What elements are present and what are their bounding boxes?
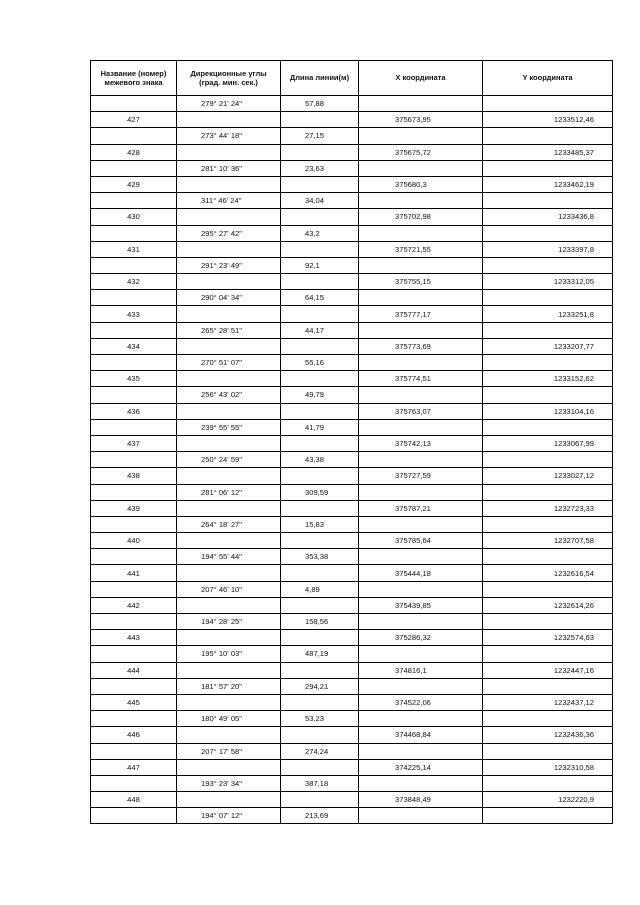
point-y: 1232574,63 bbox=[483, 630, 613, 646]
point-name: 432 bbox=[91, 274, 177, 290]
empty-cell bbox=[281, 792, 359, 808]
empty-cell bbox=[359, 775, 483, 791]
point-name: 429 bbox=[91, 176, 177, 192]
empty-cell bbox=[483, 160, 613, 176]
header-length: Длина линии(м) bbox=[281, 61, 359, 96]
point-name: 427 bbox=[91, 112, 177, 128]
point-name: 435 bbox=[91, 371, 177, 387]
empty-cell bbox=[281, 274, 359, 290]
point-x: 375721,55 bbox=[359, 241, 483, 257]
point-y: 1233397,8 bbox=[483, 241, 613, 257]
empty-cell bbox=[483, 614, 613, 630]
point-row bbox=[91, 792, 613, 808]
point-row bbox=[91, 759, 613, 775]
empty-cell bbox=[359, 516, 483, 532]
empty-cell bbox=[177, 533, 281, 549]
segment-length: 387,18 bbox=[281, 775, 359, 791]
empty-cell bbox=[177, 468, 281, 484]
point-x: 375286,32 bbox=[359, 630, 483, 646]
boundary-coordinates-table bbox=[90, 60, 613, 824]
segment-angle: 250° 24' 59" bbox=[177, 452, 281, 468]
empty-cell bbox=[281, 727, 359, 743]
segment-angle: 194° 07' 12" bbox=[177, 808, 281, 824]
empty-cell bbox=[483, 225, 613, 241]
empty-cell bbox=[483, 128, 613, 144]
header-name: Название (номер) межевого знака bbox=[91, 61, 177, 96]
point-name: 448 bbox=[91, 792, 177, 808]
empty-cell bbox=[359, 549, 483, 565]
segment-angle: 194° 55' 44" bbox=[177, 549, 281, 565]
empty-cell bbox=[177, 112, 281, 128]
empty-cell bbox=[483, 290, 613, 306]
point-row bbox=[91, 209, 613, 225]
segment-angle: 264° 18' 27" bbox=[177, 516, 281, 532]
segment-length: 274,24 bbox=[281, 743, 359, 759]
segment-row bbox=[91, 128, 613, 144]
point-name: 430 bbox=[91, 209, 177, 225]
empty-cell bbox=[359, 484, 483, 500]
segment-angle: 270° 51' 07" bbox=[177, 355, 281, 371]
point-name: 441 bbox=[91, 565, 177, 581]
empty-cell bbox=[281, 759, 359, 775]
empty-cell bbox=[281, 176, 359, 192]
segment-angle: 180° 49' 05" bbox=[177, 711, 281, 727]
empty-cell bbox=[91, 775, 177, 791]
empty-cell bbox=[281, 630, 359, 646]
point-row bbox=[91, 403, 613, 419]
point-row bbox=[91, 597, 613, 613]
empty-cell bbox=[483, 452, 613, 468]
segment-angle: 281° 06' 12" bbox=[177, 484, 281, 500]
point-row bbox=[91, 694, 613, 710]
point-y: 1233027,12 bbox=[483, 468, 613, 484]
empty-cell bbox=[359, 322, 483, 338]
empty-cell bbox=[359, 452, 483, 468]
segment-row bbox=[91, 290, 613, 306]
point-x: 375673,95 bbox=[359, 112, 483, 128]
point-name: 447 bbox=[91, 759, 177, 775]
segment-angle: 193° 23' 34" bbox=[177, 775, 281, 791]
header-angle: Дирекционные углы (град. мин. сек.) bbox=[177, 61, 281, 96]
empty-cell bbox=[483, 193, 613, 209]
empty-cell bbox=[359, 257, 483, 273]
empty-cell bbox=[177, 274, 281, 290]
point-name: 431 bbox=[91, 241, 177, 257]
empty-cell bbox=[359, 355, 483, 371]
segment-length: 213,69 bbox=[281, 808, 359, 824]
point-y: 1232723,33 bbox=[483, 500, 613, 516]
point-row bbox=[91, 274, 613, 290]
empty-cell bbox=[91, 678, 177, 694]
point-y: 1232437,12 bbox=[483, 694, 613, 710]
point-x: 374816,1 bbox=[359, 662, 483, 678]
empty-cell bbox=[281, 371, 359, 387]
point-name: 438 bbox=[91, 468, 177, 484]
segment-row bbox=[91, 743, 613, 759]
segment-angle: 265° 28' 51" bbox=[177, 322, 281, 338]
segment-row bbox=[91, 387, 613, 403]
empty-cell bbox=[91, 160, 177, 176]
empty-cell bbox=[483, 355, 613, 371]
empty-cell bbox=[281, 435, 359, 451]
empty-cell bbox=[91, 484, 177, 500]
point-y: 1233312,05 bbox=[483, 274, 613, 290]
segment-length: 55,16 bbox=[281, 355, 359, 371]
empty-cell bbox=[359, 419, 483, 435]
empty-cell bbox=[91, 646, 177, 662]
empty-cell bbox=[177, 662, 281, 678]
segment-angle: 311° 46' 24" bbox=[177, 193, 281, 209]
segment-length: 44,17 bbox=[281, 322, 359, 338]
point-x: 375773,69 bbox=[359, 338, 483, 354]
segment-angle: 181° 57' 20" bbox=[177, 678, 281, 694]
empty-cell bbox=[483, 646, 613, 662]
segment-row bbox=[91, 581, 613, 597]
empty-cell bbox=[483, 322, 613, 338]
point-x: 375675,72 bbox=[359, 144, 483, 160]
empty-cell bbox=[177, 371, 281, 387]
segment-length: 158,56 bbox=[281, 614, 359, 630]
header-x: X координата bbox=[359, 61, 483, 96]
segment-row bbox=[91, 775, 613, 791]
segment-row bbox=[91, 355, 613, 371]
segment-length: 57,88 bbox=[281, 96, 359, 112]
empty-cell bbox=[359, 808, 483, 824]
empty-cell bbox=[177, 694, 281, 710]
empty-cell bbox=[359, 646, 483, 662]
segment-row bbox=[91, 516, 613, 532]
coordinates-document bbox=[90, 60, 612, 824]
point-row bbox=[91, 112, 613, 128]
segment-length: 43,2 bbox=[281, 225, 359, 241]
empty-cell bbox=[483, 419, 613, 435]
empty-cell bbox=[177, 435, 281, 451]
empty-cell bbox=[483, 743, 613, 759]
empty-cell bbox=[281, 565, 359, 581]
empty-cell bbox=[483, 678, 613, 694]
empty-cell bbox=[281, 468, 359, 484]
point-x: 375702,98 bbox=[359, 209, 483, 225]
empty-cell bbox=[359, 225, 483, 241]
point-row bbox=[91, 306, 613, 322]
point-y: 1232436,36 bbox=[483, 727, 613, 743]
segment-angle: 256° 43' 02" bbox=[177, 387, 281, 403]
segment-length: 4,89 bbox=[281, 581, 359, 597]
empty-cell bbox=[359, 96, 483, 112]
empty-cell bbox=[359, 614, 483, 630]
point-row bbox=[91, 371, 613, 387]
point-x: 374522,06 bbox=[359, 694, 483, 710]
empty-cell bbox=[177, 403, 281, 419]
empty-cell bbox=[281, 338, 359, 354]
empty-cell bbox=[483, 775, 613, 791]
point-y: 1233067,99 bbox=[483, 435, 613, 451]
point-name: 443 bbox=[91, 630, 177, 646]
point-x: 375777,17 bbox=[359, 306, 483, 322]
empty-cell bbox=[177, 144, 281, 160]
segment-length: 92,1 bbox=[281, 257, 359, 273]
empty-cell bbox=[483, 549, 613, 565]
empty-cell bbox=[281, 694, 359, 710]
empty-cell bbox=[359, 290, 483, 306]
point-name: 437 bbox=[91, 435, 177, 451]
empty-cell bbox=[91, 743, 177, 759]
segment-length: 43,38 bbox=[281, 452, 359, 468]
empty-cell bbox=[483, 808, 613, 824]
segment-length: 23,63 bbox=[281, 160, 359, 176]
empty-cell bbox=[177, 241, 281, 257]
empty-cell bbox=[177, 176, 281, 192]
empty-cell bbox=[281, 533, 359, 549]
point-x: 375785,64 bbox=[359, 533, 483, 549]
segment-angle: 194° 28' 25" bbox=[177, 614, 281, 630]
empty-cell bbox=[359, 678, 483, 694]
segment-row bbox=[91, 160, 613, 176]
empty-cell bbox=[177, 338, 281, 354]
point-name: 444 bbox=[91, 662, 177, 678]
point-row bbox=[91, 630, 613, 646]
point-y: 1233104,16 bbox=[483, 403, 613, 419]
point-x: 374468,84 bbox=[359, 727, 483, 743]
point-x: 375755,15 bbox=[359, 274, 483, 290]
point-y: 1232447,16 bbox=[483, 662, 613, 678]
empty-cell bbox=[281, 597, 359, 613]
segment-length: 41,79 bbox=[281, 419, 359, 435]
point-name: 446 bbox=[91, 727, 177, 743]
empty-cell bbox=[91, 128, 177, 144]
empty-cell bbox=[91, 614, 177, 630]
empty-cell bbox=[91, 355, 177, 371]
empty-cell bbox=[359, 711, 483, 727]
empty-cell bbox=[91, 193, 177, 209]
point-x: 375727,59 bbox=[359, 468, 483, 484]
point-row bbox=[91, 435, 613, 451]
point-x: 375787,21 bbox=[359, 500, 483, 516]
point-y: 1233436,8 bbox=[483, 209, 613, 225]
segment-angle: 290° 04' 34" bbox=[177, 290, 281, 306]
point-y: 1232310,58 bbox=[483, 759, 613, 775]
point-name: 436 bbox=[91, 403, 177, 419]
empty-cell bbox=[91, 808, 177, 824]
empty-cell bbox=[359, 743, 483, 759]
segment-row bbox=[91, 614, 613, 630]
point-y: 1232707,58 bbox=[483, 533, 613, 549]
empty-cell bbox=[91, 549, 177, 565]
segment-length: 34,04 bbox=[281, 193, 359, 209]
table-body bbox=[91, 96, 613, 824]
empty-cell bbox=[483, 96, 613, 112]
segment-row bbox=[91, 225, 613, 241]
empty-cell bbox=[91, 581, 177, 597]
empty-cell bbox=[91, 711, 177, 727]
empty-cell bbox=[281, 144, 359, 160]
point-y: 1233512,46 bbox=[483, 112, 613, 128]
point-row bbox=[91, 144, 613, 160]
point-row bbox=[91, 338, 613, 354]
empty-cell bbox=[177, 565, 281, 581]
point-row bbox=[91, 533, 613, 549]
empty-cell bbox=[177, 500, 281, 516]
empty-cell bbox=[177, 209, 281, 225]
segment-length: 27,15 bbox=[281, 128, 359, 144]
point-row bbox=[91, 727, 613, 743]
point-y: 1233251,8 bbox=[483, 306, 613, 322]
empty-cell bbox=[281, 209, 359, 225]
header-y: Y координата bbox=[483, 61, 613, 96]
point-y: 1232616,54 bbox=[483, 565, 613, 581]
empty-cell bbox=[177, 792, 281, 808]
empty-cell bbox=[91, 257, 177, 273]
segment-row bbox=[91, 678, 613, 694]
empty-cell bbox=[177, 727, 281, 743]
point-name: 442 bbox=[91, 597, 177, 613]
point-name: 434 bbox=[91, 338, 177, 354]
point-name: 428 bbox=[91, 144, 177, 160]
point-row bbox=[91, 565, 613, 581]
segment-row bbox=[91, 257, 613, 273]
segment-angle: 295° 27' 42" bbox=[177, 225, 281, 241]
segment-row bbox=[91, 452, 613, 468]
point-x: 373848,49 bbox=[359, 792, 483, 808]
segment-angle: 207° 17' 58" bbox=[177, 743, 281, 759]
point-x: 375774,51 bbox=[359, 371, 483, 387]
segment-angle: 195° 10' 03" bbox=[177, 646, 281, 662]
empty-cell bbox=[91, 419, 177, 435]
empty-cell bbox=[177, 759, 281, 775]
point-x: 375742,13 bbox=[359, 435, 483, 451]
segment-row bbox=[91, 549, 613, 565]
segment-row bbox=[91, 193, 613, 209]
point-row bbox=[91, 468, 613, 484]
point-y: 1233152,62 bbox=[483, 371, 613, 387]
empty-cell bbox=[483, 484, 613, 500]
point-x: 375439,85 bbox=[359, 597, 483, 613]
segment-angle: 207° 46' 10" bbox=[177, 581, 281, 597]
segment-length: 353,38 bbox=[281, 549, 359, 565]
empty-cell bbox=[483, 257, 613, 273]
point-x: 375680,3 bbox=[359, 176, 483, 192]
segment-row bbox=[91, 646, 613, 662]
point-x: 375763,07 bbox=[359, 403, 483, 419]
segment-angle: 279° 21' 24" bbox=[177, 96, 281, 112]
segment-length: 15,83 bbox=[281, 516, 359, 532]
empty-cell bbox=[483, 387, 613, 403]
empty-cell bbox=[281, 306, 359, 322]
empty-cell bbox=[281, 500, 359, 516]
point-name: 433 bbox=[91, 306, 177, 322]
empty-cell bbox=[91, 290, 177, 306]
empty-cell bbox=[91, 452, 177, 468]
empty-cell bbox=[91, 387, 177, 403]
empty-cell bbox=[281, 241, 359, 257]
segment-angle: 281° 10' 36" bbox=[177, 160, 281, 176]
point-name: 445 bbox=[91, 694, 177, 710]
empty-cell bbox=[177, 597, 281, 613]
empty-cell bbox=[281, 403, 359, 419]
empty-cell bbox=[281, 112, 359, 128]
point-y: 1233207,77 bbox=[483, 338, 613, 354]
point-row bbox=[91, 241, 613, 257]
empty-cell bbox=[91, 96, 177, 112]
empty-cell bbox=[91, 225, 177, 241]
empty-cell bbox=[359, 581, 483, 597]
segment-length: 49,79 bbox=[281, 387, 359, 403]
empty-cell bbox=[91, 322, 177, 338]
empty-cell bbox=[359, 128, 483, 144]
segment-row bbox=[91, 322, 613, 338]
empty-cell bbox=[177, 630, 281, 646]
segment-row bbox=[91, 808, 613, 824]
point-name: 440 bbox=[91, 533, 177, 549]
segment-angle: 291° 23' 49" bbox=[177, 257, 281, 273]
segment-row bbox=[91, 711, 613, 727]
segment-row bbox=[91, 419, 613, 435]
point-y: 1233485,37 bbox=[483, 144, 613, 160]
segment-length: 487,19 bbox=[281, 646, 359, 662]
empty-cell bbox=[359, 387, 483, 403]
segment-row bbox=[91, 484, 613, 500]
segment-angle: 239° 55' 55" bbox=[177, 419, 281, 435]
segment-angle: 273° 44' 18" bbox=[177, 128, 281, 144]
empty-cell bbox=[483, 581, 613, 597]
segment-length: 64,15 bbox=[281, 290, 359, 306]
point-y: 1233462,19 bbox=[483, 176, 613, 192]
segment-row bbox=[91, 96, 613, 112]
empty-cell bbox=[281, 662, 359, 678]
point-row bbox=[91, 176, 613, 192]
empty-cell bbox=[91, 516, 177, 532]
point-name: 439 bbox=[91, 500, 177, 516]
empty-cell bbox=[483, 711, 613, 727]
table-header-row bbox=[91, 61, 613, 96]
segment-length: 309,59 bbox=[281, 484, 359, 500]
point-row bbox=[91, 662, 613, 678]
segment-length: 294,21 bbox=[281, 678, 359, 694]
point-y: 1232220,9 bbox=[483, 792, 613, 808]
empty-cell bbox=[483, 516, 613, 532]
empty-cell bbox=[359, 160, 483, 176]
empty-cell bbox=[359, 193, 483, 209]
point-x: 374225,14 bbox=[359, 759, 483, 775]
segment-length: 53,23 bbox=[281, 711, 359, 727]
empty-cell bbox=[177, 306, 281, 322]
point-row bbox=[91, 500, 613, 516]
point-x: 375444,18 bbox=[359, 565, 483, 581]
point-y: 1232614,26 bbox=[483, 597, 613, 613]
